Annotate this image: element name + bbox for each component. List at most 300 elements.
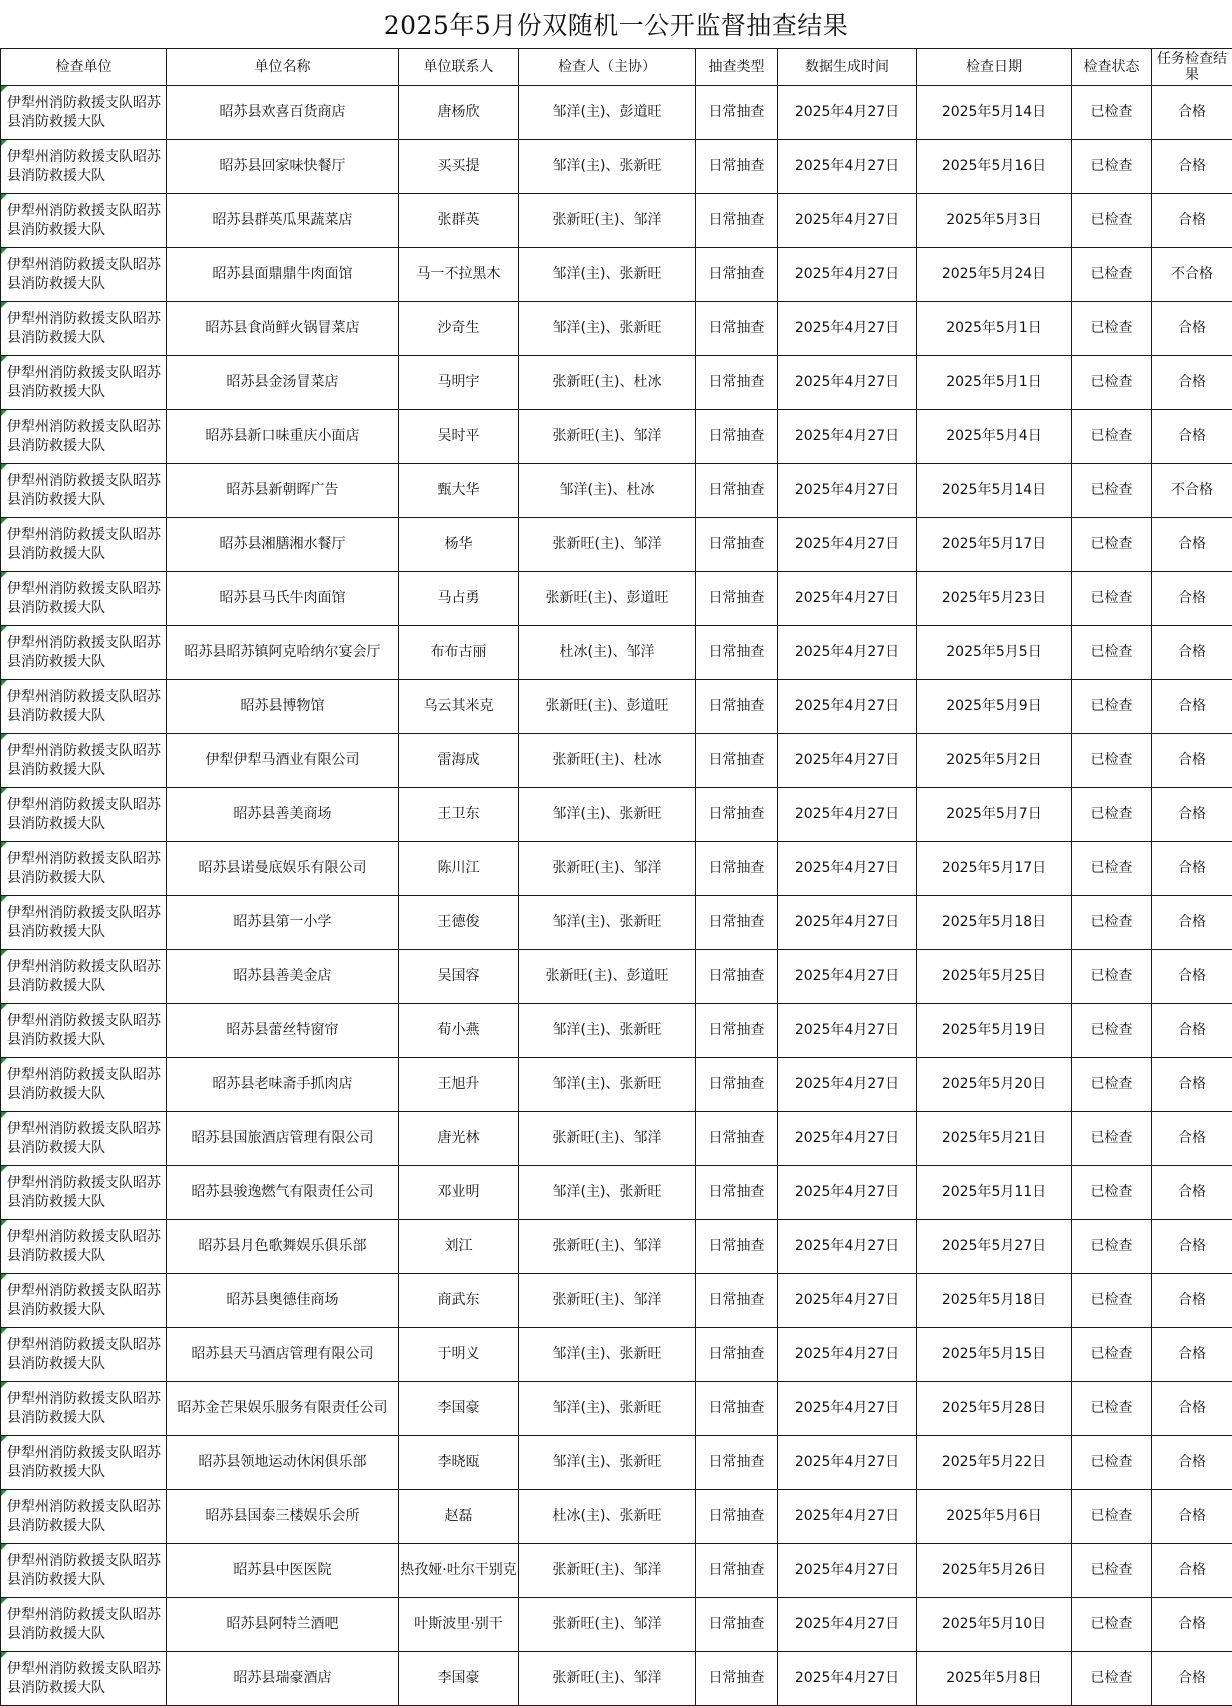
cell-generated: 2025年4月27日 xyxy=(778,194,917,248)
cell-name: 昭苏县食尚鲜火锅冒菜店 xyxy=(167,302,399,356)
cell-date: 2025年5月4日 xyxy=(917,410,1072,464)
cell-status: 已检查 xyxy=(1072,1490,1152,1544)
cell-name: 昭苏县国泰三楼娱乐会所 xyxy=(167,1490,399,1544)
cell-date: 2025年5月1日 xyxy=(917,302,1072,356)
cell-result: 合格 xyxy=(1152,1652,1232,1706)
cell-unit: 伊犁州消防救援支队昭苏县消防救援大队 xyxy=(1,1598,167,1652)
cell-unit: 伊犁州消防救援支队昭苏县消防救援大队 xyxy=(1,1112,167,1166)
cell-status: 已检查 xyxy=(1072,1328,1152,1382)
table-row xyxy=(1,734,1232,788)
cell-inspectors: 张新旺(主)、邹洋 xyxy=(519,1544,696,1598)
cell-contact: 叶斯波里·别干 xyxy=(399,1598,519,1652)
table-row xyxy=(1,86,1232,140)
cell-inspectors: 杜冰(主)、张新旺 xyxy=(519,1490,696,1544)
table-row xyxy=(1,1004,1232,1058)
cell-name: 昭苏县新口味重庆小面店 xyxy=(167,410,399,464)
header-row xyxy=(1,49,1232,86)
cell-contact: 荀小燕 xyxy=(399,1004,519,1058)
cell-date: 2025年5月16日 xyxy=(917,140,1072,194)
cell-status: 已检查 xyxy=(1072,410,1152,464)
page-title: 2025年5月份双随机一公开监督抽查结果 xyxy=(383,11,849,40)
cell-result: 合格 xyxy=(1152,302,1232,356)
cell-unit: 伊犁州消防救援支队昭苏县消防救援大队 xyxy=(1,680,167,734)
cell-date: 2025年5月23日 xyxy=(917,572,1072,626)
cell-unit: 伊犁州消防救援支队昭苏县消防救援大队 xyxy=(1,1220,167,1274)
cell-type: 日常抽查 xyxy=(696,788,778,842)
cell-type: 日常抽查 xyxy=(696,194,778,248)
cell-status: 已检查 xyxy=(1072,1112,1152,1166)
cell-unit: 伊犁州消防救援支队昭苏县消防救援大队 xyxy=(1,1328,167,1382)
table-row xyxy=(1,1328,1232,1382)
cell-inspectors: 邹洋(主)、张新旺 xyxy=(519,1004,696,1058)
cell-type: 日常抽查 xyxy=(696,356,778,410)
cell-name: 昭苏县博物馆 xyxy=(167,680,399,734)
cell-type: 日常抽查 xyxy=(696,464,778,518)
table-row xyxy=(1,1382,1232,1436)
cell-generated: 2025年4月27日 xyxy=(778,1598,917,1652)
cell-contact: 甄大华 xyxy=(399,464,519,518)
cell-type: 日常抽查 xyxy=(696,302,778,356)
cell-contact: 王卫东 xyxy=(399,788,519,842)
cell-result: 合格 xyxy=(1152,1112,1232,1166)
cell-result: 合格 xyxy=(1152,518,1232,572)
cell-type: 日常抽查 xyxy=(696,734,778,788)
cell-contact: 王德俊 xyxy=(399,896,519,950)
cell-generated: 2025年4月27日 xyxy=(778,1490,917,1544)
cell-date: 2025年5月8日 xyxy=(917,1652,1072,1706)
cell-status: 已检查 xyxy=(1072,518,1152,572)
cell-inspectors: 张新旺(主)、邹洋 xyxy=(519,1652,696,1706)
cell-type: 日常抽查 xyxy=(696,140,778,194)
cell-unit: 伊犁州消防救援支队昭苏县消防救援大队 xyxy=(1,734,167,788)
cell-contact: 吴时平 xyxy=(399,410,519,464)
table-row xyxy=(1,356,1232,410)
cell-result: 合格 xyxy=(1152,1004,1232,1058)
cell-status: 已检查 xyxy=(1072,1382,1152,1436)
cell-inspectors: 张新旺(主)、邹洋 xyxy=(519,518,696,572)
cell-generated: 2025年4月27日 xyxy=(778,356,917,410)
cell-date: 2025年5月6日 xyxy=(917,1490,1072,1544)
cell-inspectors: 邹洋(主)、张新旺 xyxy=(519,140,696,194)
cell-result: 不合格 xyxy=(1152,248,1232,302)
cell-date: 2025年5月28日 xyxy=(917,1382,1072,1436)
cell-date: 2025年5月15日 xyxy=(917,1328,1072,1382)
cell-inspectors: 杜冰(主)、邹洋 xyxy=(519,626,696,680)
cell-type: 日常抽查 xyxy=(696,626,778,680)
table-row xyxy=(1,194,1232,248)
cell-date: 2025年5月3日 xyxy=(917,194,1072,248)
cell-inspectors: 邹洋(主)、张新旺 xyxy=(519,1382,696,1436)
cell-status: 已检查 xyxy=(1072,248,1152,302)
table-row xyxy=(1,950,1232,1004)
cell-contact: 邓业明 xyxy=(399,1166,519,1220)
cell-type: 日常抽查 xyxy=(696,572,778,626)
cell-inspectors: 张新旺(主)、邹洋 xyxy=(519,842,696,896)
cell-unit: 伊犁州消防救援支队昭苏县消防救援大队 xyxy=(1,626,167,680)
cell-inspectors: 张新旺(主)、彭道旺 xyxy=(519,950,696,1004)
cell-name: 昭苏县面鼎鼎牛肉面馆 xyxy=(167,248,399,302)
cell-status: 已检查 xyxy=(1072,302,1152,356)
cell-unit: 伊犁州消防救援支队昭苏县消防救援大队 xyxy=(1,410,167,464)
cell-inspectors: 邹洋(主)、张新旺 xyxy=(519,1328,696,1382)
cell-result: 合格 xyxy=(1152,1058,1232,1112)
cell-status: 已检查 xyxy=(1072,842,1152,896)
cell-contact: 马明宇 xyxy=(399,356,519,410)
cell-generated: 2025年4月27日 xyxy=(778,1004,917,1058)
cell-inspectors: 张新旺(主)、邹洋 xyxy=(519,1112,696,1166)
cell-generated: 2025年4月27日 xyxy=(778,86,917,140)
cell-unit: 伊犁州消防救援支队昭苏县消防救援大队 xyxy=(1,1544,167,1598)
cell-name: 昭苏县昭苏镇阿克哈纳尔宴会厅 xyxy=(167,626,399,680)
cell-unit: 伊犁州消防救援支队昭苏县消防救援大队 xyxy=(1,1274,167,1328)
cell-generated: 2025年4月27日 xyxy=(778,788,917,842)
cell-status: 已检查 xyxy=(1072,1220,1152,1274)
cell-name: 昭苏县奥德佳商场 xyxy=(167,1274,399,1328)
cell-type: 日常抽查 xyxy=(696,1382,778,1436)
cell-unit: 伊犁州消防救援支队昭苏县消防救援大队 xyxy=(1,896,167,950)
cell-name: 昭苏县骏逸燃气有限责任公司 xyxy=(167,1166,399,1220)
cell-contact: 于明义 xyxy=(399,1328,519,1382)
cell-unit: 伊犁州消防救援支队昭苏县消防救援大队 xyxy=(1,1058,167,1112)
cell-type: 日常抽查 xyxy=(696,1436,778,1490)
cell-status: 已检查 xyxy=(1072,626,1152,680)
table-body xyxy=(1,86,1232,1706)
cell-type: 日常抽查 xyxy=(696,1652,778,1706)
cell-result: 合格 xyxy=(1152,1436,1232,1490)
cell-generated: 2025年4月27日 xyxy=(778,1112,917,1166)
table-row xyxy=(1,302,1232,356)
cell-result: 合格 xyxy=(1152,1382,1232,1436)
cell-status: 已检查 xyxy=(1072,572,1152,626)
table-row xyxy=(1,1220,1232,1274)
table-row xyxy=(1,248,1232,302)
cell-name: 昭苏县马氏牛肉面馆 xyxy=(167,572,399,626)
header-name: 单位名称 xyxy=(167,49,399,86)
cell-inspectors: 邹洋(主)、张新旺 xyxy=(519,1058,696,1112)
cell-contact: 李国豪 xyxy=(399,1652,519,1706)
cell-result: 合格 xyxy=(1152,410,1232,464)
cell-result: 合格 xyxy=(1152,788,1232,842)
header-unit: 检查单位 xyxy=(1,49,167,86)
cell-status: 已检查 xyxy=(1072,1652,1152,1706)
cell-unit: 伊犁州消防救援支队昭苏县消防救援大队 xyxy=(1,140,167,194)
cell-contact: 雷海成 xyxy=(399,734,519,788)
cell-unit: 伊犁州消防救援支队昭苏县消防救援大队 xyxy=(1,842,167,896)
cell-name: 昭苏县群英瓜果蔬菜店 xyxy=(167,194,399,248)
table-row xyxy=(1,1166,1232,1220)
cell-unit: 伊犁州消防救援支队昭苏县消防救援大队 xyxy=(1,302,167,356)
cell-generated: 2025年4月27日 xyxy=(778,734,917,788)
cell-type: 日常抽查 xyxy=(696,1544,778,1598)
cell-result: 合格 xyxy=(1152,86,1232,140)
header-type: 抽查类型 xyxy=(696,49,778,86)
cell-generated: 2025年4月27日 xyxy=(778,464,917,518)
cell-generated: 2025年4月27日 xyxy=(778,1058,917,1112)
cell-date: 2025年5月27日 xyxy=(917,1220,1072,1274)
cell-unit: 伊犁州消防救援支队昭苏县消防救援大队 xyxy=(1,86,167,140)
table-row xyxy=(1,788,1232,842)
header-status: 检查状态 xyxy=(1072,49,1152,86)
cell-inspectors: 张新旺(主)、彭道旺 xyxy=(519,680,696,734)
cell-type: 日常抽查 xyxy=(696,518,778,572)
cell-type: 日常抽查 xyxy=(696,896,778,950)
cell-generated: 2025年4月27日 xyxy=(778,140,917,194)
cell-type: 日常抽查 xyxy=(696,248,778,302)
cell-unit: 伊犁州消防救援支队昭苏县消防救援大队 xyxy=(1,1490,167,1544)
cell-type: 日常抽查 xyxy=(696,1274,778,1328)
cell-inspectors: 张新旺(主)、邹洋 xyxy=(519,194,696,248)
cell-type: 日常抽查 xyxy=(696,680,778,734)
cell-result: 合格 xyxy=(1152,1274,1232,1328)
cell-type: 日常抽查 xyxy=(696,1112,778,1166)
cell-status: 已检查 xyxy=(1072,1598,1152,1652)
cell-type: 日常抽查 xyxy=(696,842,778,896)
cell-name: 伊犁伊犁马酒业有限公司 xyxy=(167,734,399,788)
cell-result: 合格 xyxy=(1152,734,1232,788)
cell-generated: 2025年4月27日 xyxy=(778,626,917,680)
cell-generated: 2025年4月27日 xyxy=(778,302,917,356)
cell-name: 昭苏县湘膳湘水餐厅 xyxy=(167,518,399,572)
table-row xyxy=(1,1652,1232,1706)
cell-type: 日常抽查 xyxy=(696,1220,778,1274)
cell-contact: 张群英 xyxy=(399,194,519,248)
cell-result: 合格 xyxy=(1152,140,1232,194)
cell-name: 昭苏县善美金店 xyxy=(167,950,399,1004)
table-row xyxy=(1,518,1232,572)
cell-unit: 伊犁州消防救援支队昭苏县消防救援大队 xyxy=(1,1436,167,1490)
table-row xyxy=(1,1112,1232,1166)
cell-type: 日常抽查 xyxy=(696,86,778,140)
cell-date: 2025年5月1日 xyxy=(917,356,1072,410)
cell-date: 2025年5月9日 xyxy=(917,680,1072,734)
cell-contact: 李晓瓯 xyxy=(399,1436,519,1490)
cell-type: 日常抽查 xyxy=(696,1598,778,1652)
cell-inspectors: 张新旺(主)、杜冰 xyxy=(519,734,696,788)
cell-unit: 伊犁州消防救援支队昭苏县消防救援大队 xyxy=(1,464,167,518)
cell-result: 合格 xyxy=(1152,842,1232,896)
cell-inspectors: 邹洋(主)、张新旺 xyxy=(519,788,696,842)
cell-result: 合格 xyxy=(1152,1166,1232,1220)
cell-result: 合格 xyxy=(1152,356,1232,410)
cell-contact: 商武东 xyxy=(399,1274,519,1328)
cell-date: 2025年5月2日 xyxy=(917,734,1072,788)
cell-contact: 马一不拉黑木 xyxy=(399,248,519,302)
cell-status: 已检查 xyxy=(1072,1058,1152,1112)
cell-date: 2025年5月11日 xyxy=(917,1166,1072,1220)
cell-name: 昭苏县第一小学 xyxy=(167,896,399,950)
cell-name: 昭苏县天马酒店管理有限公司 xyxy=(167,1328,399,1382)
cell-type: 日常抽查 xyxy=(696,1058,778,1112)
cell-generated: 2025年4月27日 xyxy=(778,410,917,464)
cell-date: 2025年5月24日 xyxy=(917,248,1072,302)
cell-date: 2025年5月20日 xyxy=(917,1058,1072,1112)
cell-contact: 买买提 xyxy=(399,140,519,194)
cell-date: 2025年5月22日 xyxy=(917,1436,1072,1490)
cell-generated: 2025年4月27日 xyxy=(778,1220,917,1274)
table-row xyxy=(1,896,1232,950)
cell-contact: 吴国容 xyxy=(399,950,519,1004)
cell-type: 日常抽查 xyxy=(696,950,778,1004)
cell-inspectors: 张新旺(主)、邹洋 xyxy=(519,1274,696,1328)
cell-unit: 伊犁州消防救援支队昭苏县消防救援大队 xyxy=(1,788,167,842)
cell-status: 已检查 xyxy=(1072,464,1152,518)
cell-inspectors: 张新旺(主)、邹洋 xyxy=(519,1598,696,1652)
cell-status: 已检查 xyxy=(1072,1274,1152,1328)
cell-generated: 2025年4月27日 xyxy=(778,896,917,950)
table-row xyxy=(1,464,1232,518)
cell-contact: 马占勇 xyxy=(399,572,519,626)
cell-type: 日常抽查 xyxy=(696,1004,778,1058)
cell-result: 合格 xyxy=(1152,1598,1232,1652)
cell-contact: 沙奇生 xyxy=(399,302,519,356)
cell-status: 已检查 xyxy=(1072,1166,1152,1220)
cell-name: 昭苏县阿特兰酒吧 xyxy=(167,1598,399,1652)
cell-inspectors: 邹洋(主)、张新旺 xyxy=(519,302,696,356)
cell-date: 2025年5月14日 xyxy=(917,86,1072,140)
cell-unit: 伊犁州消防救援支队昭苏县消防救援大队 xyxy=(1,1652,167,1706)
cell-name: 昭苏县欢喜百货商店 xyxy=(167,86,399,140)
cell-contact: 唐杨欣 xyxy=(399,86,519,140)
cell-inspectors: 邹洋(主)、杜冰 xyxy=(519,464,696,518)
cell-result: 合格 xyxy=(1152,572,1232,626)
table-row xyxy=(1,626,1232,680)
table-row xyxy=(1,1058,1232,1112)
header-generated: 数据生成时间 xyxy=(778,49,917,86)
cell-date: 2025年5月26日 xyxy=(917,1544,1072,1598)
cell-unit: 伊犁州消防救援支队昭苏县消防救援大队 xyxy=(1,1166,167,1220)
table-row xyxy=(1,410,1232,464)
cell-name: 昭苏县老味斋手抓肉店 xyxy=(167,1058,399,1112)
cell-result: 不合格 xyxy=(1152,464,1232,518)
cell-generated: 2025年4月27日 xyxy=(778,1166,917,1220)
cell-name: 昭苏县瑞豪酒店 xyxy=(167,1652,399,1706)
cell-name: 昭苏县诺曼底娱乐有限公司 xyxy=(167,842,399,896)
cell-date: 2025年5月21日 xyxy=(917,1112,1072,1166)
cell-generated: 2025年4月27日 xyxy=(778,1382,917,1436)
header-contact: 单位联系人 xyxy=(399,49,519,86)
cell-generated: 2025年4月27日 xyxy=(778,950,917,1004)
cell-contact: 唐光林 xyxy=(399,1112,519,1166)
cell-name: 昭苏县领地运动休闲俱乐部 xyxy=(167,1436,399,1490)
cell-unit: 伊犁州消防救援支队昭苏县消防救援大队 xyxy=(1,518,167,572)
cell-inspectors: 邹洋(主)、彭道旺 xyxy=(519,86,696,140)
cell-unit: 伊犁州消防救援支队昭苏县消防救援大队 xyxy=(1,1382,167,1436)
cell-status: 已检查 xyxy=(1072,788,1152,842)
cell-name: 昭苏金芒果娱乐服务有限责任公司 xyxy=(167,1382,399,1436)
cell-unit: 伊犁州消防救援支队昭苏县消防救援大队 xyxy=(1,572,167,626)
cell-type: 日常抽查 xyxy=(696,1490,778,1544)
cell-status: 已检查 xyxy=(1072,1544,1152,1598)
cell-inspectors: 邹洋(主)、张新旺 xyxy=(519,1436,696,1490)
cell-contact: 乌云其米克 xyxy=(399,680,519,734)
cell-status: 已检查 xyxy=(1072,1436,1152,1490)
cell-contact: 布布古丽 xyxy=(399,626,519,680)
cell-status: 已检查 xyxy=(1072,680,1152,734)
table-row xyxy=(1,1544,1232,1598)
results-table xyxy=(0,48,1232,1706)
cell-name: 昭苏县蕾丝特窗帘 xyxy=(167,1004,399,1058)
cell-inspectors: 邹洋(主)、张新旺 xyxy=(519,248,696,302)
header-inspectors: 检查人（主协） xyxy=(519,49,696,86)
cell-generated: 2025年4月27日 xyxy=(778,1544,917,1598)
cell-name: 昭苏县月色歌舞娱乐俱乐部 xyxy=(167,1220,399,1274)
table-row xyxy=(1,680,1232,734)
cell-date: 2025年5月14日 xyxy=(917,464,1072,518)
cell-generated: 2025年4月27日 xyxy=(778,1274,917,1328)
cell-generated: 2025年4月27日 xyxy=(778,248,917,302)
cell-generated: 2025年4月27日 xyxy=(778,1328,917,1382)
cell-type: 日常抽查 xyxy=(696,1166,778,1220)
cell-status: 已检查 xyxy=(1072,140,1152,194)
table-row xyxy=(1,1436,1232,1490)
cell-type: 日常抽查 xyxy=(696,410,778,464)
table-row xyxy=(1,842,1232,896)
cell-unit: 伊犁州消防救援支队昭苏县消防救援大队 xyxy=(1,950,167,1004)
cell-date: 2025年5月5日 xyxy=(917,626,1072,680)
cell-inspectors: 张新旺(主)、邹洋 xyxy=(519,1220,696,1274)
cell-result: 合格 xyxy=(1152,626,1232,680)
cell-contact: 杨华 xyxy=(399,518,519,572)
cell-generated: 2025年4月27日 xyxy=(778,1436,917,1490)
cell-inspectors: 邹洋(主)、张新旺 xyxy=(519,896,696,950)
cell-status: 已检查 xyxy=(1072,734,1152,788)
cell-unit: 伊犁州消防救援支队昭苏县消防救援大队 xyxy=(1,194,167,248)
table-row xyxy=(1,1274,1232,1328)
cell-result: 合格 xyxy=(1152,1490,1232,1544)
cell-contact: 热孜娅·吐尔干别克 xyxy=(399,1544,519,1598)
cell-type: 日常抽查 xyxy=(696,1328,778,1382)
cell-contact: 赵磊 xyxy=(399,1490,519,1544)
cell-name: 昭苏县国旅酒店管理有限公司 xyxy=(167,1112,399,1166)
cell-result: 合格 xyxy=(1152,950,1232,1004)
cell-date: 2025年5月25日 xyxy=(917,950,1072,1004)
cell-inspectors: 张新旺(主)、邹洋 xyxy=(519,410,696,464)
cell-inspectors: 张新旺(主)、杜冰 xyxy=(519,356,696,410)
cell-date: 2025年5月18日 xyxy=(917,1274,1072,1328)
cell-generated: 2025年4月27日 xyxy=(778,842,917,896)
cell-status: 已检查 xyxy=(1072,194,1152,248)
cell-status: 已检查 xyxy=(1072,356,1152,410)
cell-unit: 伊犁州消防救援支队昭苏县消防救援大队 xyxy=(1,1004,167,1058)
cell-name: 昭苏县中医医院 xyxy=(167,1544,399,1598)
cell-contact: 刘江 xyxy=(399,1220,519,1274)
cell-name: 昭苏县回家味快餐厅 xyxy=(167,140,399,194)
cell-result: 合格 xyxy=(1152,1220,1232,1274)
table-row xyxy=(1,1490,1232,1544)
cell-status: 已检查 xyxy=(1072,896,1152,950)
cell-inspectors: 邹洋(主)、张新旺 xyxy=(519,1166,696,1220)
cell-result: 合格 xyxy=(1152,1328,1232,1382)
cell-status: 已检查 xyxy=(1072,950,1152,1004)
cell-date: 2025年5月17日 xyxy=(917,518,1072,572)
cell-generated: 2025年4月27日 xyxy=(778,572,917,626)
cell-date: 2025年5月10日 xyxy=(917,1598,1072,1652)
cell-date: 2025年5月18日 xyxy=(917,896,1072,950)
cell-status: 已检查 xyxy=(1072,86,1152,140)
cell-date: 2025年5月19日 xyxy=(917,1004,1072,1058)
table-row xyxy=(1,572,1232,626)
cell-result: 合格 xyxy=(1152,194,1232,248)
table-row xyxy=(1,140,1232,194)
cell-generated: 2025年4月27日 xyxy=(778,1652,917,1706)
cell-contact: 王旭升 xyxy=(399,1058,519,1112)
cell-result: 合格 xyxy=(1152,1544,1232,1598)
cell-date: 2025年5月17日 xyxy=(917,842,1072,896)
cell-unit: 伊犁州消防救援支队昭苏县消防救援大队 xyxy=(1,248,167,302)
cell-name: 昭苏县善美商场 xyxy=(167,788,399,842)
cell-contact: 李国豪 xyxy=(399,1382,519,1436)
cell-result: 合格 xyxy=(1152,680,1232,734)
